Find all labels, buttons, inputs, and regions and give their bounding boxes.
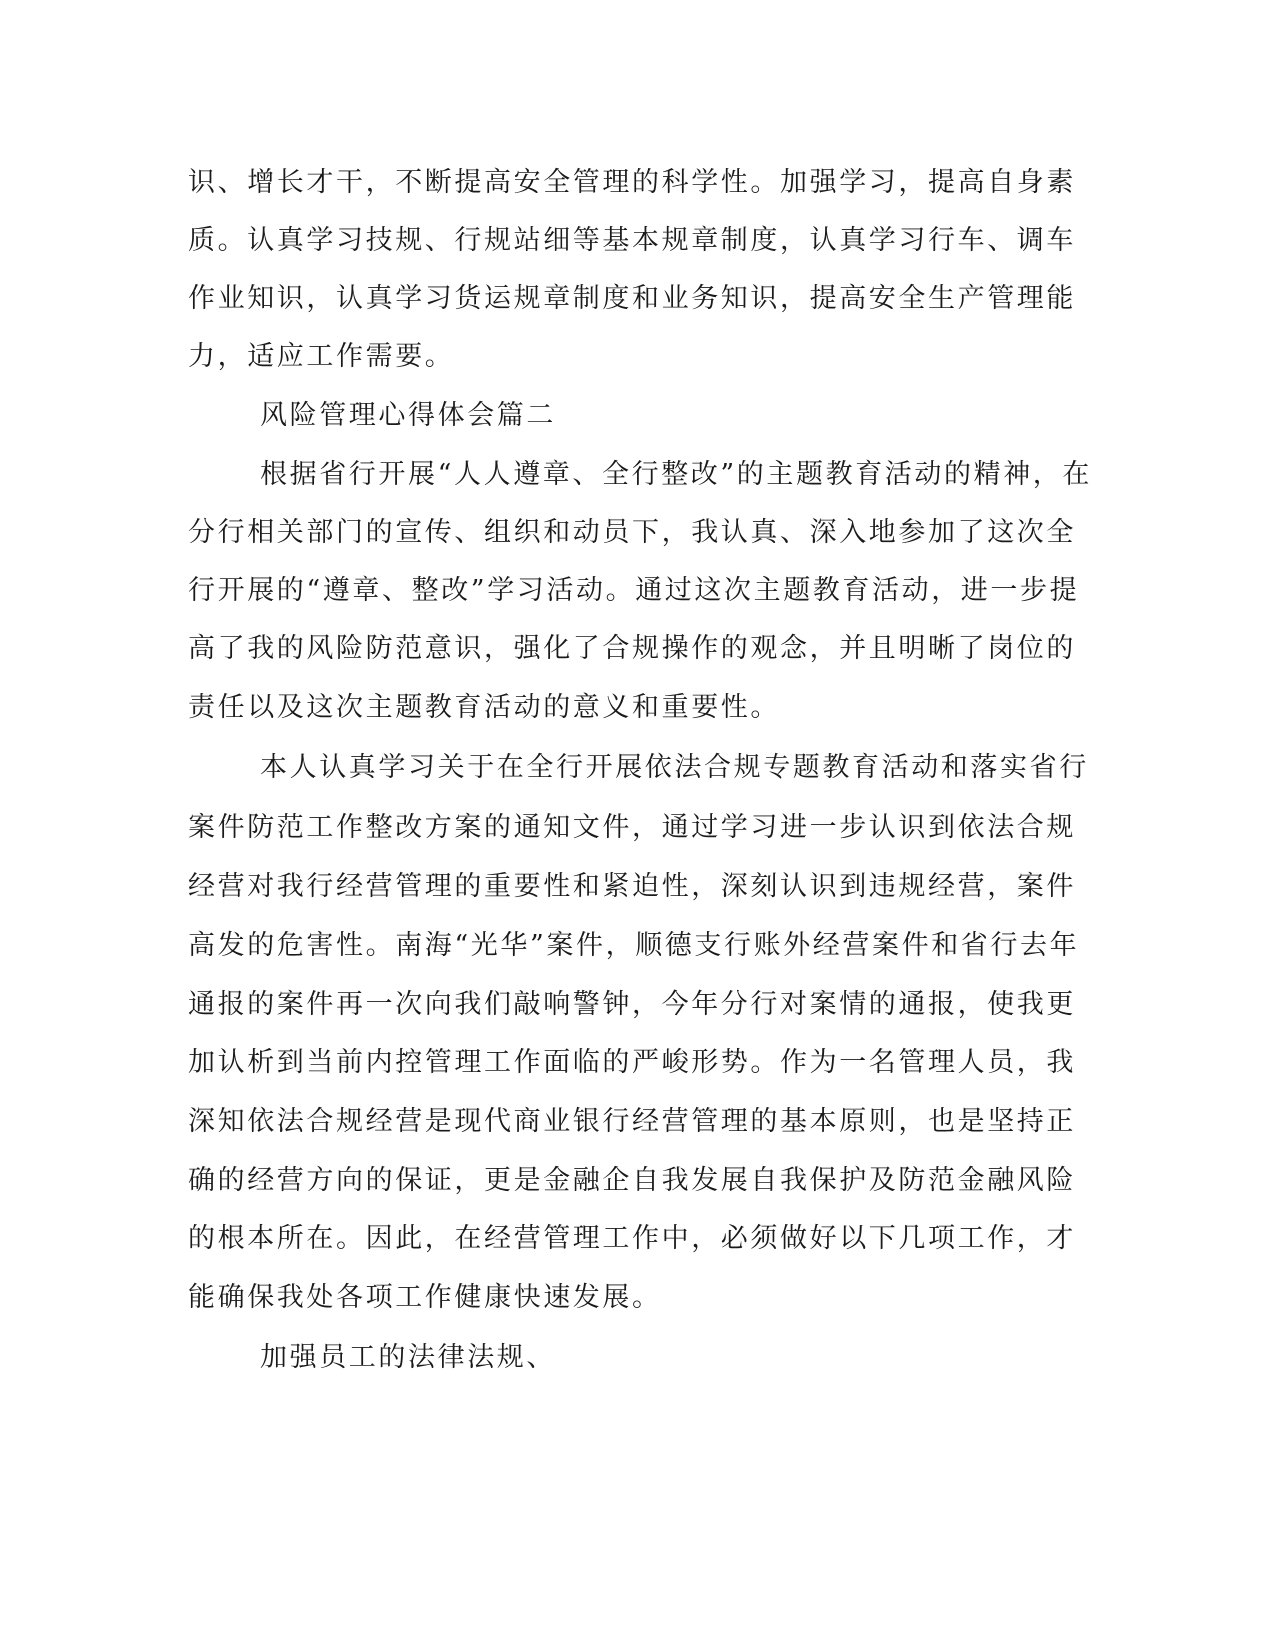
paragraph-1-line-2: 质。认真学习技规、行规站细等基本规章制度，认真学习行车、调车 (188, 225, 1076, 256)
paragraph-2-line-4: 高了我的风险防范意识，强化了合规操作的观念，并且明晰了岗位的 (188, 633, 1076, 664)
paragraph-3-line-8: 确的经营方向的保证，更是金融企自我发展自我保护及防范金融风险 (188, 1165, 1076, 1196)
paragraph-3-line-7: 深知依法合规经营是现代商业银行经营管理的基本原则，也是坚持正 (188, 1106, 1076, 1137)
paragraph-4-line-1: 加强员工的法律法规、 (260, 1342, 556, 1373)
paragraph-3-line-2: 案件防范工作整改方案的通知文件，通过学习进一步认识到依法合规 (188, 812, 1076, 843)
section-heading: 风险管理心得体会篇二 (260, 400, 556, 431)
paragraph-3-line-3: 经营对我行经营管理的重要性和紧迫性，深刻认识到违规经营，案件 (188, 871, 1076, 902)
paragraph-1-line-4: 力，适应工作需要。 (188, 341, 455, 372)
paragraph-3-line-4: 高发的危害性。南海“光华”案件，顺德支行账外经营案件和省行去年 (188, 930, 1080, 961)
paragraph-1-line-1: 识、增长才干，不断提高安全管理的科学性。加强学习，提高自身素 (188, 167, 1076, 198)
paragraph-2-line-5: 责任以及这次主题教育活动的意义和重要性。 (188, 692, 780, 723)
paragraph-3-line-9: 的根本所在。因此，在经营管理工作中，必须做好以下几项工作，才 (188, 1223, 1076, 1254)
paragraph-3-line-6: 加认析到当前内控管理工作面临的严峻形势。作为一名管理人员，我 (188, 1047, 1076, 1078)
paragraph-3-line-1: 本人认真学习关于在全行开展依法合规专题教育活动和落实省行 (260, 752, 1089, 783)
paragraph-2-line-1: 根据省行开展“人人遵章、全行整改”的主题教育活动的精神，在 (260, 459, 1093, 490)
paragraph-1-line-3: 作业知识，认真学习货运规章制度和业务知识，提高安全生产管理能 (188, 283, 1076, 314)
paragraph-2-line-3: 行开展的“遵章、整改”学习活动。通过这次主题教育活动，进一步提 (188, 575, 1080, 606)
paragraph-2-line-2: 分行相关部门的宣传、组织和动员下，我认真、深入地参加了这次全 (188, 517, 1076, 548)
paragraph-3-line-10: 能确保我处各项工作健康快速发展。 (188, 1282, 662, 1313)
paragraph-3-line-5: 通报的案件再一次向我们敲响警钟，今年分行对案情的通报，使我更 (188, 989, 1076, 1020)
